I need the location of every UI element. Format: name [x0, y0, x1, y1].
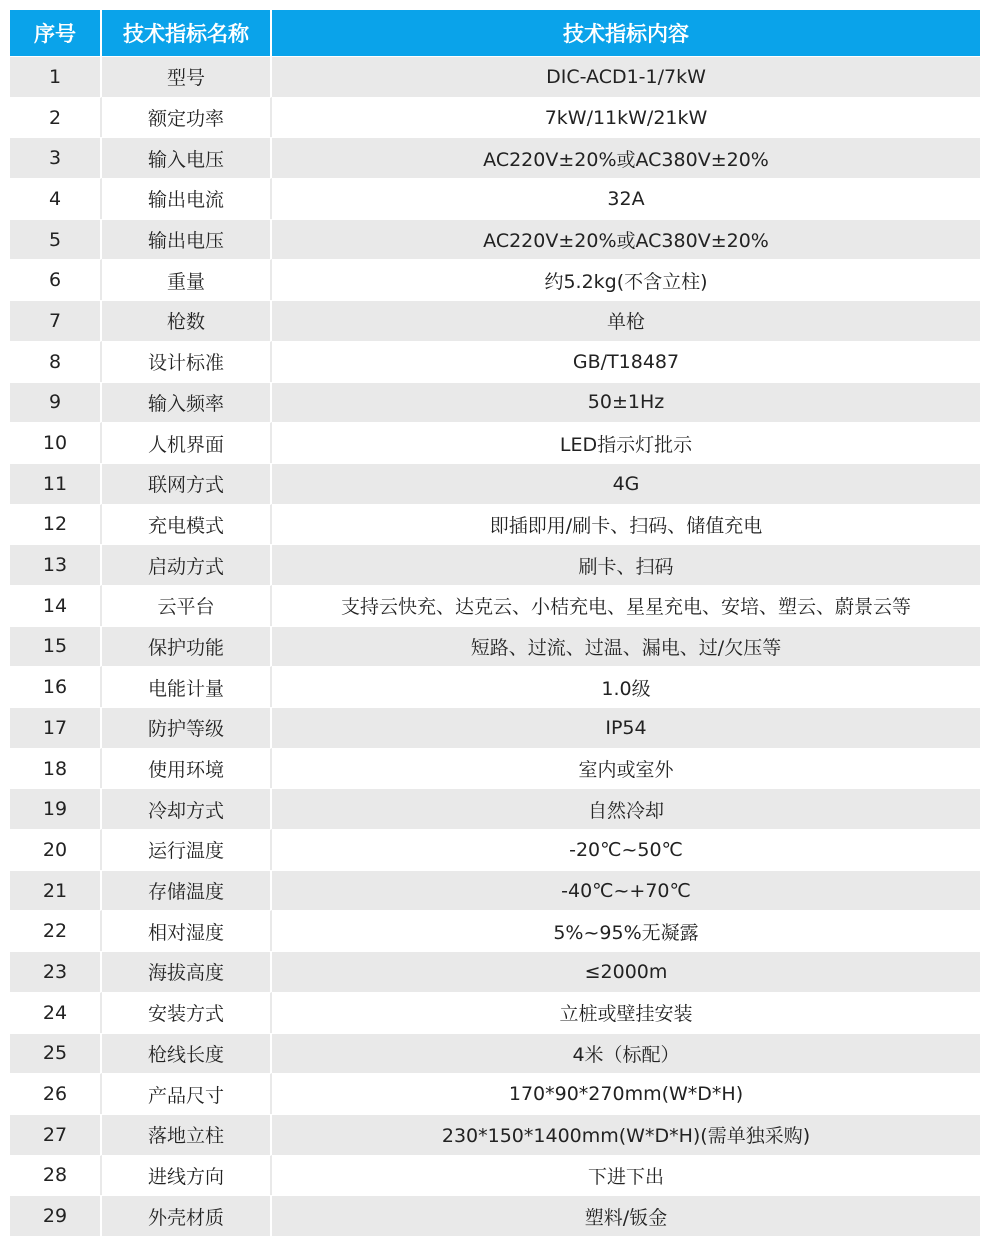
cell-index: 29 — [10, 1195, 102, 1236]
cell-spec-content: 50±1Hz — [272, 382, 980, 423]
cell-index: 6 — [10, 259, 102, 300]
cell-spec-name: 型号 — [102, 56, 272, 97]
table-row — [10, 1033, 980, 1074]
cell-index: 7 — [10, 300, 102, 341]
cell-spec-content: AC220V±20%或AC380V±20% — [272, 137, 980, 178]
cell-index: 23 — [10, 951, 102, 992]
cell-spec-name: 枪数 — [102, 300, 272, 341]
cell-index: 20 — [10, 829, 102, 870]
table-row — [10, 300, 980, 341]
cell-spec-content: LED指示灯批示 — [272, 422, 980, 463]
cell-spec-name: 海拔高度 — [102, 951, 272, 992]
table-row — [10, 97, 980, 138]
cell-index: 22 — [10, 910, 102, 951]
cell-index: 17 — [10, 707, 102, 748]
header-spec-name: 技术指标名称 — [102, 10, 272, 56]
cell-spec-name: 输出电压 — [102, 219, 272, 260]
cell-spec-name: 安装方式 — [102, 992, 272, 1033]
cell-spec-content: ≤2000m — [272, 951, 980, 992]
cell-spec-name: 电能计量 — [102, 666, 272, 707]
cell-spec-content: -20℃~50℃ — [272, 829, 980, 870]
table-row — [10, 1114, 980, 1155]
cell-index: 12 — [10, 504, 102, 545]
cell-index: 19 — [10, 788, 102, 829]
cell-spec-name: 额定功率 — [102, 97, 272, 138]
cell-spec-name: 保护功能 — [102, 626, 272, 667]
cell-spec-content: IP54 — [272, 707, 980, 748]
cell-index: 4 — [10, 178, 102, 219]
cell-spec-content: 短路、过流、过温、漏电、过/欠压等 — [272, 626, 980, 667]
cell-index: 11 — [10, 463, 102, 504]
cell-index: 26 — [10, 1073, 102, 1114]
table-row — [10, 585, 980, 626]
cell-spec-name: 人机界面 — [102, 422, 272, 463]
table-row — [10, 626, 980, 667]
cell-index: 15 — [10, 626, 102, 667]
cell-spec-content: 约5.2kg(不含立柱) — [272, 259, 980, 300]
cell-spec-name: 产品尺寸 — [102, 1073, 272, 1114]
header-row — [10, 10, 980, 56]
table-row — [10, 788, 980, 829]
cell-spec-content: GB/T18487 — [272, 341, 980, 382]
cell-index: 9 — [10, 382, 102, 423]
cell-index: 10 — [10, 422, 102, 463]
table-row — [10, 178, 980, 219]
table-row — [10, 463, 980, 504]
cell-spec-name: 输入频率 — [102, 382, 272, 423]
table-row — [10, 259, 980, 300]
cell-spec-name: 输入电压 — [102, 137, 272, 178]
cell-spec-content: -40℃~+70℃ — [272, 870, 980, 911]
cell-spec-name: 设计标准 — [102, 341, 272, 382]
table-row — [10, 829, 980, 870]
cell-index: 25 — [10, 1033, 102, 1074]
header-index: 序号 — [10, 10, 102, 56]
cell-spec-name: 充电模式 — [102, 504, 272, 545]
cell-spec-content: 自然冷却 — [272, 788, 980, 829]
table-row — [10, 666, 980, 707]
cell-spec-name: 防护等级 — [102, 707, 272, 748]
cell-spec-content: 单枪 — [272, 300, 980, 341]
cell-spec-content: 立桩或壁挂安装 — [272, 992, 980, 1033]
table-row — [10, 1073, 980, 1114]
cell-spec-content: 1.0级 — [272, 666, 980, 707]
cell-spec-content: 即插即用/刷卡、扫码、储值充电 — [272, 504, 980, 545]
spec-table — [10, 10, 980, 1236]
cell-index: 24 — [10, 992, 102, 1033]
cell-spec-name: 输出电流 — [102, 178, 272, 219]
cell-index: 27 — [10, 1114, 102, 1155]
cell-spec-name: 进线方向 — [102, 1155, 272, 1196]
table-row — [10, 870, 980, 911]
table-body — [10, 56, 980, 1236]
spec-table-container — [10, 10, 980, 1236]
table-row — [10, 422, 980, 463]
cell-spec-content: 4米（标配） — [272, 1033, 980, 1074]
table-header — [10, 10, 980, 56]
cell-spec-name: 存储温度 — [102, 870, 272, 911]
cell-spec-content: DIC-ACD1-1/7kW — [272, 56, 980, 97]
cell-index: 5 — [10, 219, 102, 260]
cell-index: 16 — [10, 666, 102, 707]
cell-spec-name: 使用环境 — [102, 748, 272, 789]
cell-spec-content: 塑料/钣金 — [272, 1195, 980, 1236]
cell-spec-name: 云平台 — [102, 585, 272, 626]
cell-spec-content: 230*150*1400mm(W*D*H)(需单独采购) — [272, 1114, 980, 1155]
cell-spec-name: 启动方式 — [102, 544, 272, 585]
cell-spec-content: 5%~95%无凝露 — [272, 910, 980, 951]
cell-spec-content: 7kW/11kW/21kW — [272, 97, 980, 138]
cell-index: 21 — [10, 870, 102, 911]
cell-spec-content: 32A — [272, 178, 980, 219]
cell-spec-content: 刷卡、扫码 — [272, 544, 980, 585]
header-spec-content: 技术指标内容 — [272, 10, 980, 56]
table-row — [10, 56, 980, 97]
table-row — [10, 504, 980, 545]
table-row — [10, 951, 980, 992]
table-row — [10, 137, 980, 178]
table-row — [10, 1195, 980, 1236]
cell-index: 14 — [10, 585, 102, 626]
cell-spec-name: 联网方式 — [102, 463, 272, 504]
cell-spec-name: 枪线长度 — [102, 1033, 272, 1074]
table-row — [10, 992, 980, 1033]
cell-index: 18 — [10, 748, 102, 789]
cell-index: 28 — [10, 1155, 102, 1196]
cell-spec-content: 170*90*270mm(W*D*H) — [272, 1073, 980, 1114]
table-row — [10, 748, 980, 789]
cell-index: 3 — [10, 137, 102, 178]
cell-spec-name: 重量 — [102, 259, 272, 300]
cell-index: 2 — [10, 97, 102, 138]
cell-spec-content: 室内或室外 — [272, 748, 980, 789]
cell-spec-content: 支持云快充、达克云、小桔充电、星星充电、安培、塑云、蔚景云等 — [272, 585, 980, 626]
table-row — [10, 382, 980, 423]
table-row — [10, 544, 980, 585]
table-row — [10, 910, 980, 951]
cell-spec-content: AC220V±20%或AC380V±20% — [272, 219, 980, 260]
table-row — [10, 1155, 980, 1196]
cell-spec-name: 落地立柱 — [102, 1114, 272, 1155]
cell-spec-content: 下进下出 — [272, 1155, 980, 1196]
table-row — [10, 707, 980, 748]
cell-spec-name: 运行温度 — [102, 829, 272, 870]
cell-index: 13 — [10, 544, 102, 585]
cell-spec-name: 外壳材质 — [102, 1195, 272, 1236]
table-row — [10, 219, 980, 260]
cell-index: 8 — [10, 341, 102, 382]
cell-spec-name: 冷却方式 — [102, 788, 272, 829]
cell-index: 1 — [10, 56, 102, 97]
cell-spec-content: 4G — [272, 463, 980, 504]
table-row — [10, 341, 980, 382]
cell-spec-name: 相对湿度 — [102, 910, 272, 951]
